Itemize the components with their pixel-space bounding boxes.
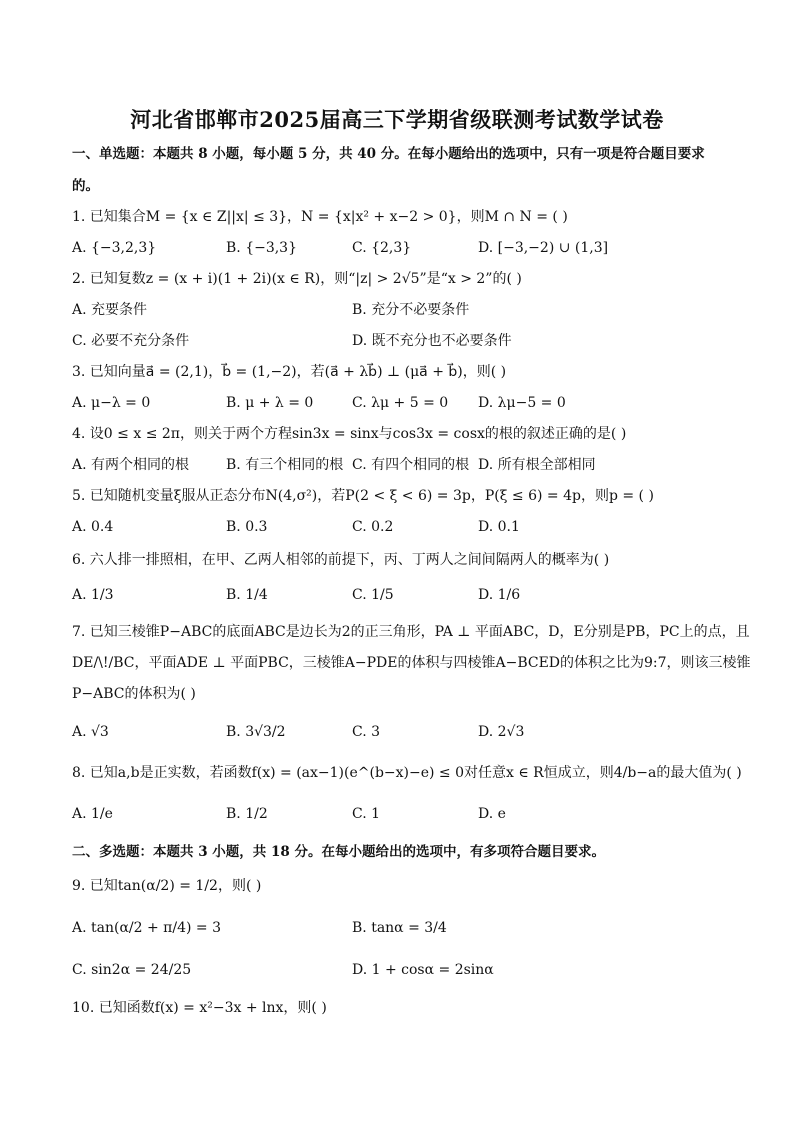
question-2-options-row1 (72, 300, 732, 320)
question-6-stem: 6. 六人排一排照相，在甲、乙两人相邻的前提下，丙、丁两人之间间隔两人的概率为( ) (72, 552, 610, 568)
option-b: B. 3√3/2 (226, 724, 286, 740)
section-single-choice-header: 一、单选题：本题共 8 小题，每小题 5 分，共 40 分。在每小题给出的选项中，只有一项是符合题目要求 (72, 146, 705, 162)
option-b: B. 0.3 (226, 519, 268, 535)
option-b: B. μ + λ = 0 (226, 395, 314, 411)
question-9-stem: 9. 已知tan(α/2) = 1/2，则( ) (72, 878, 262, 894)
option-d: D. 既不充分也不必要条件 (352, 333, 512, 349)
question-9-options-row2 (72, 960, 732, 980)
option-c: C. λμ + 5 = 0 (352, 395, 449, 411)
question-4-stem: 4. 设0 ≤ x ≤ 2π，则关于两个方程sin3x = sinx与cos3x = cosx的根的叙述正确的是( ) (72, 426, 627, 442)
option-d: D. 0.1 (478, 519, 520, 535)
page-title: 河北省邯郸市2025届高三下学期省级联测考试数学试卷 (130, 107, 664, 132)
option-c: C. 1 (352, 806, 381, 822)
section-single-choice-header-cont: 的。 (72, 178, 99, 194)
option-c: C. 0.2 (352, 519, 394, 535)
option-a: A. tan(α/2 + π/4) = 3 (72, 920, 221, 936)
question-2-options-row2 (72, 331, 732, 351)
option-c: C. 3 (352, 724, 381, 740)
option-b: B. 有三个相同的根 (226, 457, 344, 473)
option-a: A. 1/3 (72, 587, 114, 603)
option-d: D. 1 + cosα = 2sinα (352, 962, 494, 978)
option-a: A. μ−λ = 0 (72, 395, 151, 411)
question-2-stem: 2. 已知复数z = (x + i)(1 + 2i)(x ∈ R)，则“|z| > 2√5”是“x > 2”的( ) (72, 271, 522, 287)
option-a: A. 充要条件 (72, 302, 148, 318)
option-d: D. [−3,−2) ∪ (1,3] (478, 240, 609, 256)
option-b: B. 1/2 (226, 806, 268, 822)
option-b: B. 1/4 (226, 587, 268, 603)
question-7-stem-line3: P−ABC的体积为( ) (72, 686, 196, 702)
option-c: C. 1/5 (352, 587, 394, 603)
option-c: C. {2,3} (352, 240, 412, 256)
question-10-stem: 10. 已知函数f(x) = x²−3x + lnx，则( ) (72, 1000, 327, 1016)
option-d: D. e (478, 806, 506, 822)
question-1-options (72, 238, 732, 258)
question-9-options-row1 (72, 918, 732, 938)
option-c: C. sin2α = 24/25 (72, 962, 192, 978)
section-multi-choice-header: 二、多选题：本题共 3 小题，共 18 分。在每小题给出的选项中，有多项符合题目要求。 (72, 844, 605, 860)
question-4-options (72, 455, 732, 475)
option-b: B. {−3,3} (226, 240, 297, 256)
option-a: A. {−3,2,3} (72, 240, 157, 256)
question-5-stem: 5. 已知随机变量ξ服从正态分布N(4,σ²)，若P(2 < ξ < 6) = 3p，P(ξ ≤ 6) = 4p，则p = ( ) (72, 488, 654, 504)
option-a: A. √3 (72, 724, 109, 740)
question-7-stem-line2: DE/\!/BC，平面ADE ⊥ 平面PBC，三棱锥A−PDE的体积与四棱锥A−BCED的体积之比为9:7，则该三棱锥 (72, 655, 751, 671)
question-8-stem: 8. 已知a,b是正实数，若函数f(x) = (ax−1)(e^(b−x)−e) ≤ 0对任意x ∈ R恒成立，则4/b−a的最大值为( ) (72, 765, 742, 781)
option-a: A. 1/e (72, 806, 113, 822)
question-3-options (72, 393, 732, 413)
question-6-options (72, 585, 732, 605)
option-c: C. 必要不充分条件 (72, 333, 190, 349)
option-b: B. 充分不必要条件 (352, 302, 470, 318)
question-3-stem: 3. 已知向量a⃗ = (2,1)，b⃗ = (1,−2)，若(a⃗ + λb⃗) ⊥ (μa⃗ + b⃗)，则( ) (72, 364, 507, 380)
option-a: A. 有两个相同的根 (72, 457, 190, 473)
option-a: A. 0.4 (72, 519, 114, 535)
question-7-options (72, 722, 732, 742)
question-5-options (72, 517, 732, 537)
question-8-options (72, 804, 732, 824)
option-d: D. λμ−5 = 0 (478, 395, 566, 411)
option-d: D. 2√3 (478, 724, 525, 740)
option-c: C. 有四个相同的根 (352, 457, 470, 473)
option-d: D. 1/6 (478, 587, 521, 603)
option-b: B. tanα = 3/4 (352, 920, 447, 936)
option-d: D. 所有根全部相同 (478, 457, 596, 473)
question-7-stem-line1: 7. 已知三棱锥P−ABC的底面ABC是边长为2的正三角形，PA ⊥ 平面ABC，D，E分别是PB，PC上的点，且 (72, 624, 750, 640)
question-1-stem: 1. 已知集合M = {x ∈ Z||x| ≤ 3}，N = {x|x² + x−2 > 0}，则M ∩ N = ( ) (72, 209, 568, 225)
